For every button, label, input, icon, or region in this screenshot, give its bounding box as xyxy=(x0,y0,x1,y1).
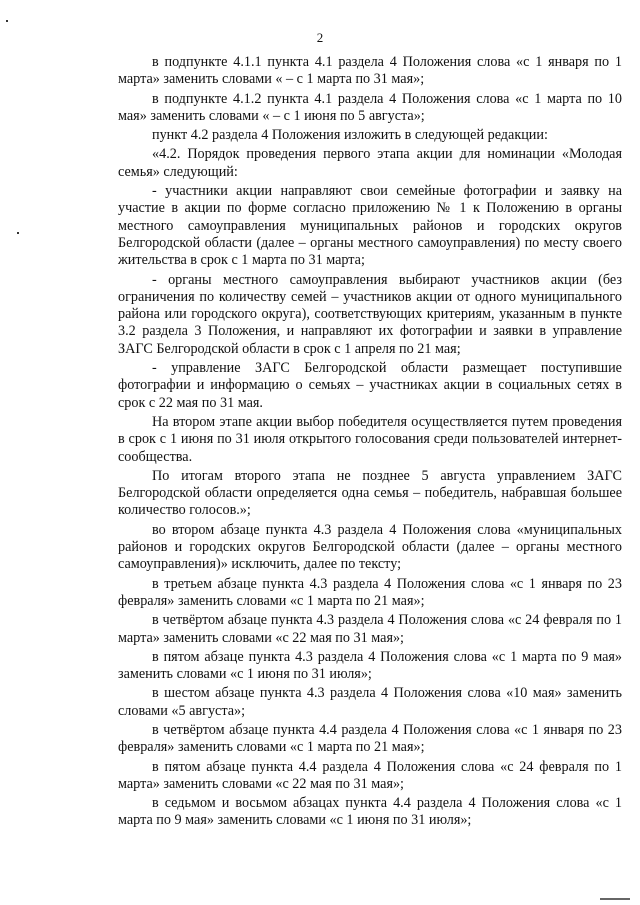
paragraph: По итогам второго этапа не позднее 5 августа управлением ЗАГС Белгородской области определяется одна семья – победитель, набравшая большее количество голосов.»; xyxy=(118,467,622,519)
paragraph: в третьем абзаце пункта 4.3 раздела 4 Положения слова «с 1 января по 23 февраля» заменить словами «с 1 марта по 21 мая»; xyxy=(118,575,622,609)
document-body xyxy=(118,54,622,832)
paragraph: в четвёртом абзаце пункта 4.4 раздела 4 Положения слова «с 1 января по 23 февраля» заменить словами «с 1 марта по 21 мая»; xyxy=(118,721,622,756)
paragraph: - управление ЗАГС Белгородской области размещает поступившие фотографии и информацию о семьях – участниках акции в социальных сетях в срок с 22 мая по 31 мая. xyxy=(118,360,622,411)
paragraph: в подпункте 4.1.2 пункта 4.1 раздела 4 Положения слова «с 1 марта по 10 мая» заменить словами « – с 1 июня по 5 августа»; xyxy=(118,90,622,124)
paragraph: в пятом абзаце пункта 4.4 раздела 4 Положения слова «с 24 февраля по 1 марта» заменить словами «с 22 мая по 31 мая»; xyxy=(118,758,622,792)
paragraph: в пятом абзаце пункта 4.3 раздела 4 Положения слова «с 1 марта по 9 мая» заменить словами «с 1 июня по 31 июля»; xyxy=(118,648,622,683)
paragraph: пункт 4.2 раздела 4 Положения изложить в следующей редакции: xyxy=(152,127,548,144)
paragraph: - органы местного самоуправления выбирают участников акции (без ограничения по количеству семей – участников акции от одного муниципального района или городского округа), соответствующих критериям, указанным в пункте 3.2 раздела 3 Положения, и направляют их фотографии и заявки в управление ЗАГС Белгородской области в срок с 1 апреля по 21 мая; xyxy=(118,271,622,357)
scan-speck xyxy=(6,20,8,22)
page-number: 2 xyxy=(316,30,324,45)
paragraph: в седьмом и восьмом абзацах пункта 4.4 раздела 4 Положения слова «с 1 марта по 9 мая» заменить словами «с 1 июня по 31 июля»; xyxy=(118,795,622,829)
paragraph: во втором абзаце пункта 4.3 раздела 4 Положения слова «муниципальных районов и городских округов Белгородской области (далее – органы местного самоуправления)» исключить, далее по тексту; xyxy=(118,521,622,573)
paragraph: в шестом абзаце пункта 4.3 раздела 4 Положения слова «10 мая» заменить словами «5 августа»; xyxy=(118,685,622,719)
paragraph: в подпункте 4.1.1 пункта 4.1 раздела 4 Положения слова «с 1 января по 1 марта» заменить словами « – с 1 марта по 31 мая»; xyxy=(118,54,622,88)
paragraph: - участники акции направляют свои семейные фотографии и заявку на участие в акции по форме согласно приложению № 1 к Положению в органы местного самоуправления муниципальных районов и городских округов Белгородской области (далее – органы местного самоуправления) по месту своего жительства в срок с 1 марта по 31 марта; xyxy=(118,183,622,269)
paragraph: «4.2. Порядок проведения первого этапа акции для номинации «Молодая семья» следующий: xyxy=(118,146,622,180)
scan-speck xyxy=(17,232,19,234)
paragraph: в четвёртом абзаце пункта 4.3 раздела 4 Положения слова «с 24 февраля по 1 марта» заменить словами «с 22 мая по 31 мая»; xyxy=(118,612,622,646)
scan-edge-mark xyxy=(600,898,630,900)
paragraph: На втором этапе акции выбор победителя осуществляется путем проведения в срок с 1 июня по 31 июля открытого голосования среди пользователей интернет-сообщества. xyxy=(118,413,622,465)
